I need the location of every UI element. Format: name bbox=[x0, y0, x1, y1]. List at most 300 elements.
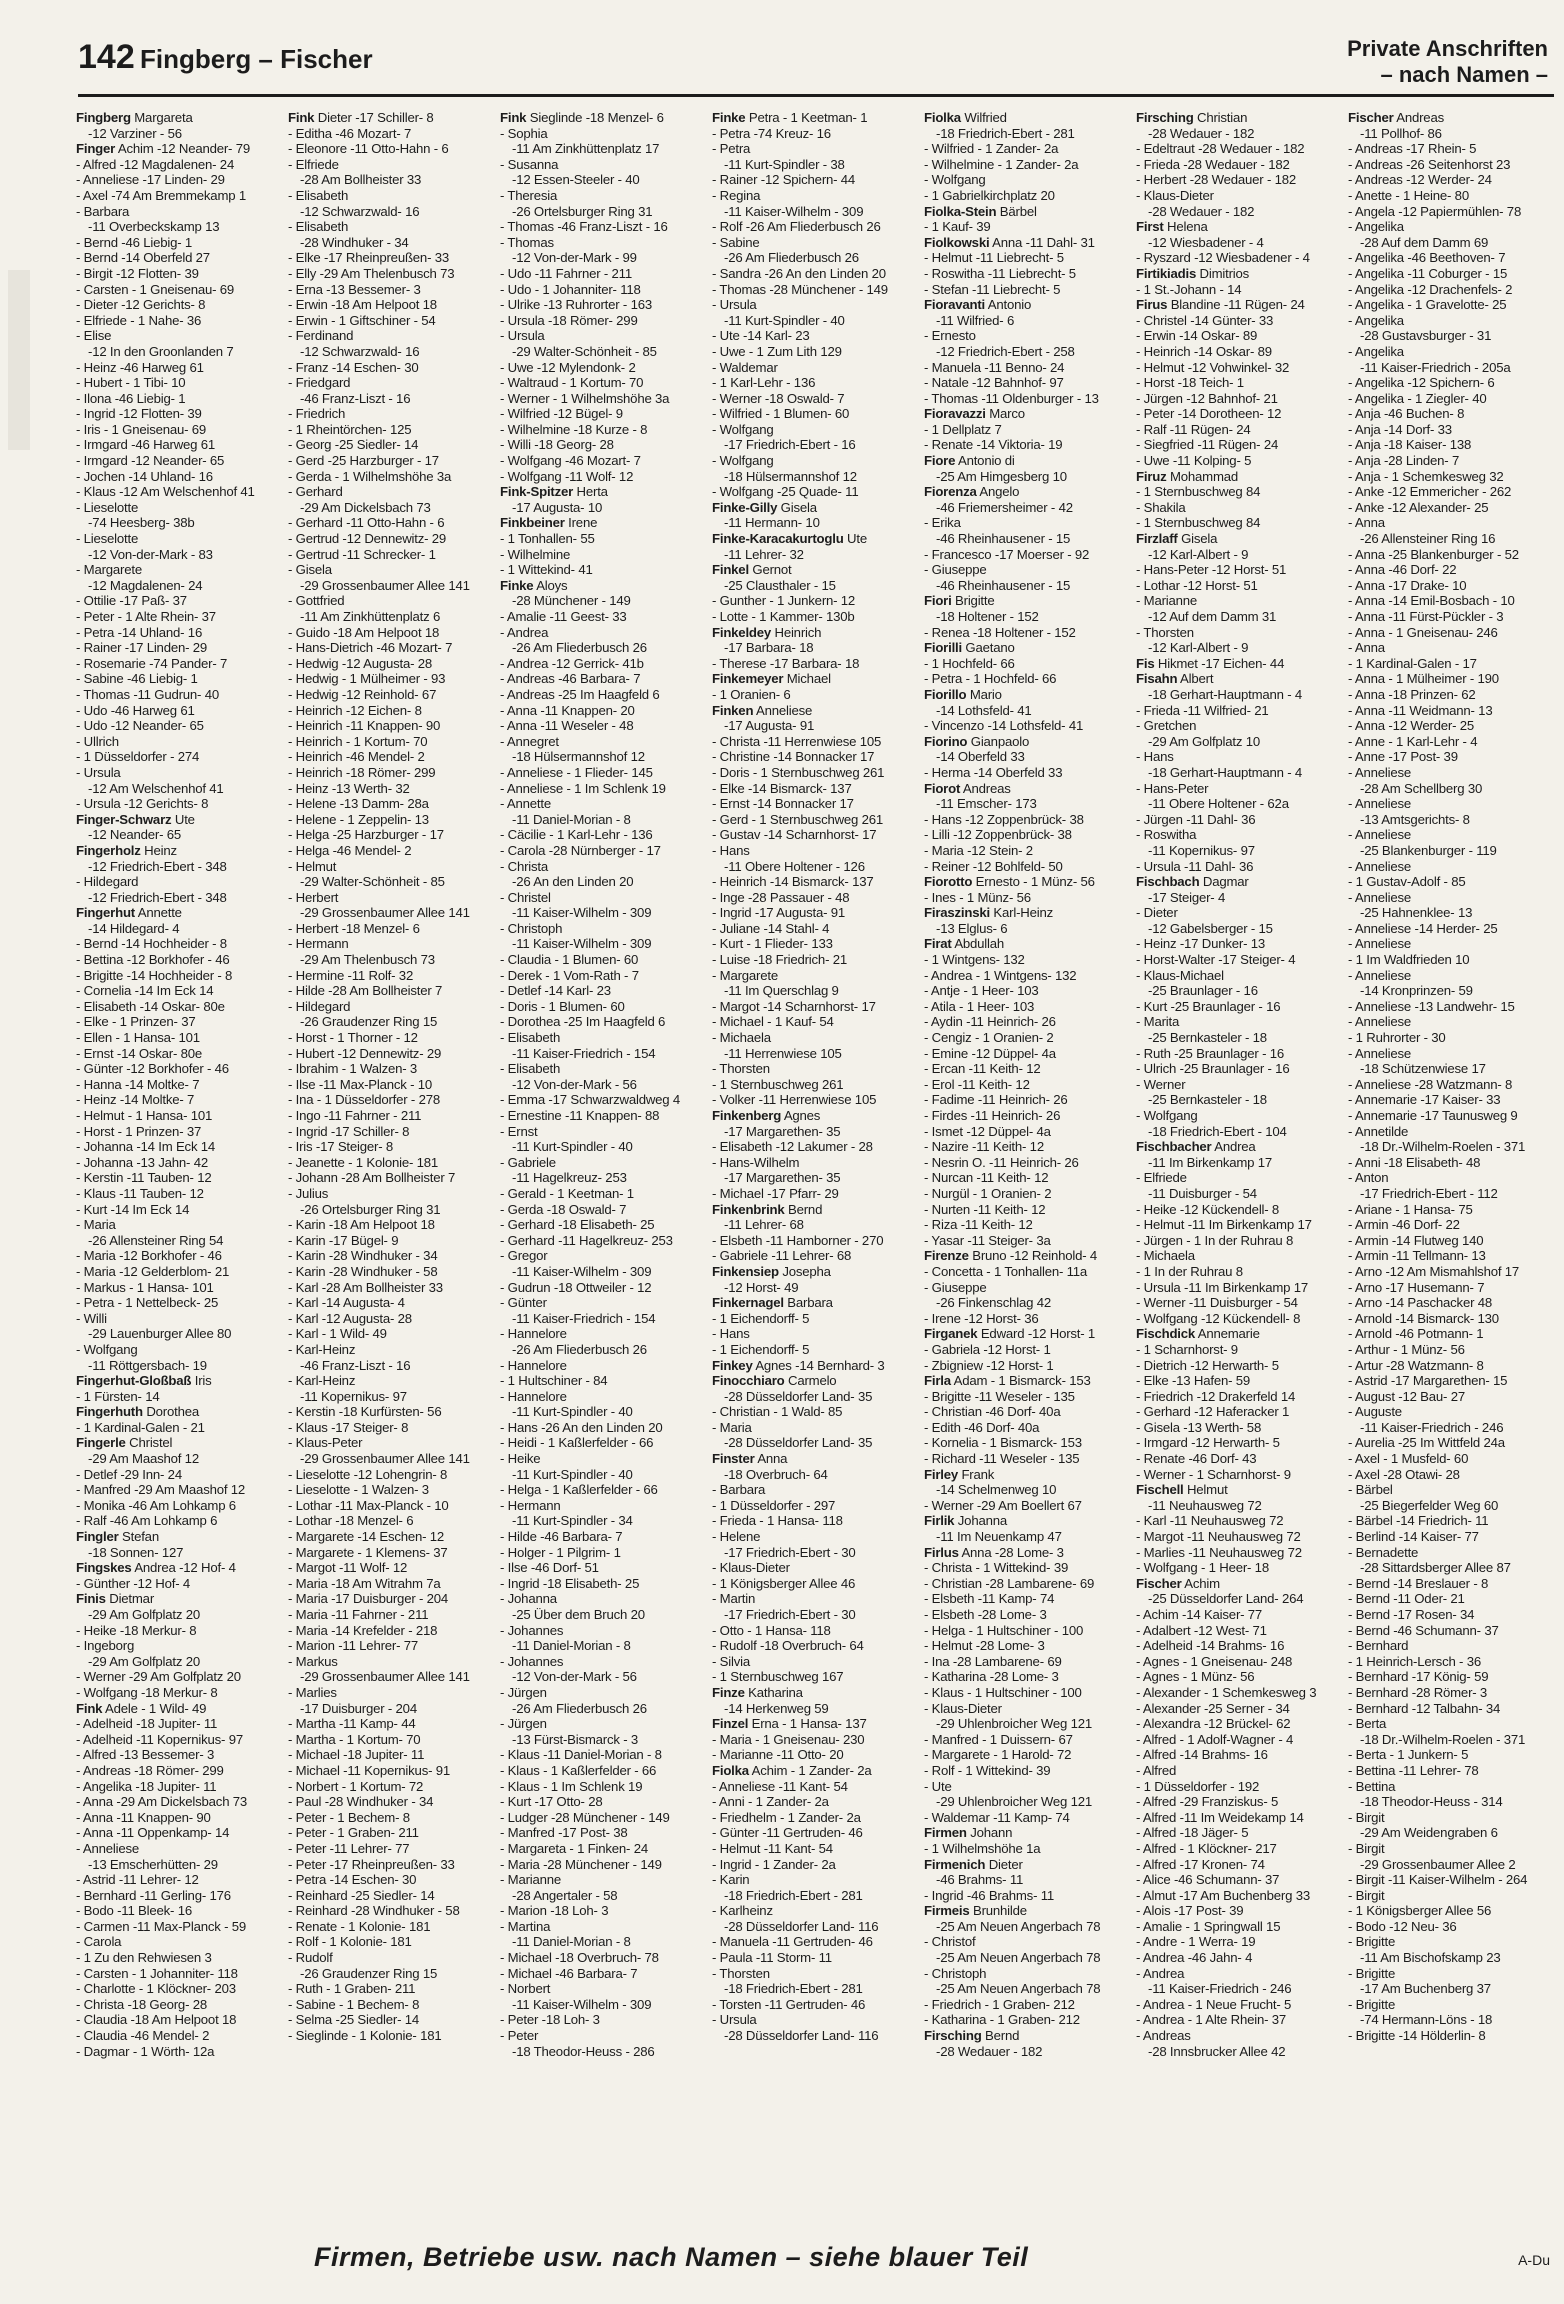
directory-entry bbox=[1136, 172, 1341, 188]
entry-text: -11 Am Zinkhüttenplatz 6 bbox=[300, 609, 441, 624]
entry-text: - Giuseppe bbox=[924, 562, 987, 578]
entry-text: - 1 Kardinal-Galen - 17 bbox=[1348, 655, 1477, 671]
directory-entry bbox=[1348, 734, 1558, 750]
directory-entry bbox=[288, 1607, 493, 1623]
entry-text: - Carsten - 1 Johanniter- 118 bbox=[76, 1965, 238, 1981]
entry-text: - Herbert -18 Menzel- 6 bbox=[288, 920, 420, 936]
directory-entry bbox=[1136, 1498, 1341, 1514]
entry-text: - Barbara bbox=[712, 1482, 766, 1498]
directory-entry bbox=[1348, 1248, 1558, 1264]
entry-text: - Anna -17 Drake- 10 bbox=[1348, 577, 1467, 593]
directory-entry bbox=[1348, 1841, 1558, 1857]
entry-text: Ute bbox=[171, 811, 195, 827]
directory-entry bbox=[924, 266, 1129, 282]
directory-entry bbox=[924, 1186, 1129, 1202]
directory-entry bbox=[500, 968, 705, 984]
directory-entry bbox=[1136, 1779, 1341, 1795]
directory-entry bbox=[712, 921, 917, 937]
surname: Fink bbox=[76, 1700, 103, 1716]
surname: Fink-Spitzer bbox=[500, 484, 574, 500]
entry-text: -11 Pollhof- 86 bbox=[1360, 125, 1442, 141]
directory-entry bbox=[288, 547, 493, 563]
entry-text: - Hermann bbox=[500, 1497, 561, 1513]
surname: Finkemeyer bbox=[712, 671, 784, 687]
directory-entry bbox=[712, 126, 917, 142]
entry-text: -74 Heesberg- 38b bbox=[88, 515, 195, 531]
directory-entry bbox=[288, 1654, 493, 1670]
directory-entry bbox=[924, 2044, 1129, 2060]
entry-text: - Waldemar bbox=[712, 359, 778, 375]
entry-text: - Alois -17 Post- 39 bbox=[1136, 1903, 1244, 1919]
entry-text: - Edeltraut -28 Wedauer - 182 bbox=[1136, 141, 1305, 157]
directory-entry bbox=[924, 1966, 1129, 1982]
directory-entry bbox=[76, 375, 281, 391]
entry-text: - Hannelore bbox=[500, 1357, 567, 1373]
entry-text: - Kerstin -11 Tauben- 12 bbox=[76, 1170, 212, 1186]
entry-text: - Kurt -17 Otto- 28 bbox=[500, 1794, 603, 1810]
entry-text: - Hans -26 An den Linden 20 bbox=[500, 1419, 663, 1435]
directory-entry bbox=[288, 749, 493, 765]
entry-text: - Lothar -18 Menzel- 6 bbox=[288, 1513, 414, 1529]
directory-entry bbox=[500, 1560, 705, 1576]
directory-entry bbox=[1348, 859, 1558, 875]
directory-entry bbox=[924, 952, 1129, 968]
directory-entry bbox=[500, 515, 705, 531]
entry-text: - Udo -11 Fahrner - 211 bbox=[500, 265, 632, 281]
directory-entry bbox=[76, 812, 281, 828]
entry-text: - Shakila bbox=[1136, 499, 1186, 515]
directory-entry bbox=[924, 219, 1129, 235]
entry-text: -26 Am Fliederbusch 26 bbox=[512, 1341, 647, 1357]
directory-entry bbox=[1136, 204, 1341, 220]
directory-entry bbox=[76, 126, 281, 142]
surname: Fischdick bbox=[1136, 1326, 1196, 1342]
directory-entry bbox=[712, 1810, 917, 1826]
entry-text: - Annemarie -17 Taunusweg 9 bbox=[1348, 1108, 1518, 1123]
entry-text: - Herbert -28 Wedauer - 182 bbox=[1136, 172, 1297, 188]
entry-text: -26 Graudenzer Ring 15 bbox=[300, 1965, 438, 1981]
entry-text: - Bernhard -11 Gerling- 176 bbox=[76, 1887, 231, 1903]
entry-text: - Klaus-Dieter bbox=[712, 1560, 790, 1576]
entry-text: - Elisabeth bbox=[500, 1061, 561, 1077]
entry-text: Aloys bbox=[533, 577, 568, 593]
entry-text: Frank bbox=[957, 1466, 995, 1482]
entry-text: - Heinz -46 Harweg 61 bbox=[76, 359, 204, 375]
directory-entry bbox=[1136, 843, 1341, 859]
directory-entry bbox=[712, 843, 917, 859]
entry-text: - Iris - 1 Gneisenau- 69 bbox=[76, 421, 207, 437]
entry-text: -25 Braunlager - 16 bbox=[1148, 983, 1258, 999]
directory-entry bbox=[76, 703, 281, 719]
entry-text: - Gerhard -11 Otto-Hahn - 6 bbox=[288, 515, 445, 531]
directory-entry bbox=[288, 1248, 493, 1264]
entry-text: -17 Margarethen- 35 bbox=[724, 1170, 841, 1186]
directory-entry bbox=[924, 157, 1129, 173]
directory-entry bbox=[288, 2028, 493, 2044]
directory-entry bbox=[288, 1981, 493, 1997]
entry-text: -29 Grossenbaumer Allee 141 bbox=[300, 1451, 470, 1467]
entry-text: - Peter bbox=[500, 2028, 539, 2044]
directory-entry bbox=[1136, 1888, 1341, 1904]
entry-text: - Heinrich -14 Bismarck- 137 bbox=[712, 874, 874, 890]
directory-entry bbox=[712, 1280, 917, 1296]
directory-entry bbox=[1136, 515, 1341, 531]
directory-entry bbox=[288, 1591, 493, 1607]
directory-entry bbox=[712, 1311, 917, 1327]
directory-entry bbox=[76, 204, 281, 220]
directory-entry bbox=[1136, 422, 1341, 438]
entry-text: -17 Friedrich-Ebert - 30 bbox=[724, 1607, 856, 1622]
entry-text: - Anna -11 Knappen- 90 bbox=[76, 1809, 211, 1825]
footer-code: A-Du bbox=[1518, 2252, 1550, 2268]
entry-text: -11 Röttgersbach- 19 bbox=[88, 1357, 207, 1373]
entry-text: - Maria -12 Stein- 2 bbox=[924, 842, 1033, 858]
entry-text: - Gudrun -18 Ottweiler - 12 bbox=[500, 1279, 652, 1295]
directory-entry bbox=[712, 110, 917, 126]
entry-text: - Ilona -46 Liebig- 1 bbox=[76, 390, 186, 406]
entry-text: - Antje - 1 Heer- 103 bbox=[924, 983, 1039, 999]
entry-text: - 1 In der Ruhrau 8 bbox=[1136, 1263, 1243, 1279]
directory-entry bbox=[500, 1763, 705, 1779]
directory-entry bbox=[288, 1888, 493, 1904]
section-heading bbox=[1347, 36, 1548, 88]
directory-entry bbox=[924, 188, 1129, 204]
directory-entry bbox=[1136, 1685, 1341, 1701]
entry-text: - Christa bbox=[500, 858, 549, 874]
directory-entry bbox=[712, 1763, 917, 1779]
directory-entry bbox=[500, 749, 705, 765]
page-header bbox=[78, 34, 1558, 92]
directory-entry bbox=[500, 1623, 705, 1639]
directory-entry bbox=[288, 1825, 493, 1841]
directory-entry bbox=[1136, 1732, 1341, 1748]
entry-text: - 1 Wintgens- 132 bbox=[924, 952, 1025, 968]
surname: Fingberg bbox=[76, 110, 131, 125]
entry-text: -12 Am Welschenhof 41 bbox=[88, 780, 224, 796]
directory-entry bbox=[924, 1404, 1129, 1420]
directory-entry bbox=[1136, 328, 1341, 344]
directory-entry bbox=[1348, 874, 1558, 890]
entry-text: - Günter -11 Gertruden- 46 bbox=[712, 1825, 863, 1841]
entry-text: - Emine -12 Düppel- 4a bbox=[924, 1045, 1056, 1061]
entry-text: -11 Obere Holtener - 126 bbox=[724, 858, 865, 874]
directory-entry bbox=[500, 1451, 705, 1467]
entry-text: -28 Gustavsburger - 31 bbox=[1360, 328, 1492, 344]
entry-text: - Axel -28 Otawi- 28 bbox=[1348, 1466, 1460, 1482]
entry-text: -13 Fürst-Bismarck - 3 bbox=[512, 1731, 639, 1747]
directory-entry bbox=[500, 1186, 705, 1202]
entry-text: - Johannes bbox=[500, 1653, 564, 1669]
entry-text: - Kurt -14 Im Eck 14 bbox=[76, 1201, 190, 1217]
directory-entry bbox=[924, 297, 1129, 313]
directory-entry bbox=[1136, 1358, 1341, 1374]
entry-text: - Margarete -14 Eschen- 12 bbox=[288, 1529, 445, 1545]
directory-entry bbox=[924, 141, 1129, 157]
entry-text: - Ingrid - 1 Zander- 2a bbox=[712, 1856, 836, 1872]
entry-text: - Maria -14 Krefelder - 218 bbox=[288, 1622, 438, 1638]
directory-entry bbox=[924, 718, 1129, 734]
surname: Firganek bbox=[924, 1326, 978, 1342]
entry-text: - Bernd -17 Rosen- 34 bbox=[1348, 1607, 1475, 1622]
entry-text: - 1 Sternbuschweg 167 bbox=[712, 1669, 844, 1685]
entry-text: - Klaus-Dieter bbox=[924, 1700, 1002, 1716]
directory-entry bbox=[712, 749, 917, 765]
directory-entry bbox=[924, 827, 1129, 843]
directory-entry bbox=[1348, 749, 1558, 765]
entry-text: - Eleonore -11 Otto-Hahn - 6 bbox=[288, 141, 449, 157]
entry-text: - Ernst -14 Bonnacker 17 bbox=[712, 796, 854, 812]
directory-entry bbox=[712, 515, 917, 531]
directory-entry bbox=[1348, 391, 1558, 407]
directory-entry bbox=[288, 1810, 493, 1826]
directory-entry bbox=[924, 1108, 1129, 1124]
directory-entry bbox=[288, 250, 493, 266]
entry-text: - Brigitte -14 Hochheider - 8 bbox=[76, 967, 233, 983]
entry-text: - Andrea - 1 Neue Frucht- 5 bbox=[1136, 1996, 1292, 2012]
directory-entry bbox=[712, 1124, 917, 1140]
directory-entry bbox=[288, 1030, 493, 1046]
entry-text: - Wolfgang bbox=[76, 1341, 138, 1357]
entry-text: - Anne - 1 Karl-Lehr - 4 bbox=[1348, 733, 1478, 749]
entry-text: - Ralf -11 Rügen- 24 bbox=[1136, 421, 1251, 437]
directory-entry bbox=[76, 1841, 281, 1857]
directory-entry bbox=[1136, 921, 1341, 937]
directory-entry bbox=[712, 781, 917, 797]
directory-entry bbox=[924, 1061, 1129, 1077]
surname: Finster bbox=[712, 1451, 755, 1467]
entry-text: - Margarete - 1 Klemens- 37 bbox=[288, 1544, 448, 1560]
entry-text: Antonio di bbox=[955, 453, 1015, 469]
entry-text: - Manuela -11 Gertruden- 46 bbox=[712, 1934, 873, 1950]
directory-entry bbox=[500, 1669, 705, 1685]
entry-text: - Bernd -46 Liebig- 1 bbox=[76, 234, 193, 250]
entry-text: - Doris - 1 Blumen- 60 bbox=[500, 998, 625, 1014]
entry-text: - Wolfgang -46 Mozart- 7 bbox=[500, 453, 641, 469]
entry-text: - Ingo -11 Fahrner - 211 bbox=[288, 1108, 422, 1123]
entry-text: - Heinz -13 Werth- 32 bbox=[288, 780, 410, 796]
directory-entry bbox=[712, 1732, 917, 1748]
entry-text: - 1 Rheintörchen- 125 bbox=[288, 421, 412, 437]
entry-text: - Marlies -11 Neuhausweg 72 bbox=[1136, 1544, 1302, 1560]
entry-text: - Gottfried bbox=[288, 593, 345, 609]
directory-entry bbox=[712, 1014, 917, 1030]
entry-text: - Adalbert -12 West- 71 bbox=[1136, 1622, 1267, 1638]
directory-entry bbox=[288, 578, 493, 594]
entry-text: - Helmut -11 Im Birkenkamp 17 bbox=[1136, 1217, 1312, 1233]
entry-text: - Nurgül - 1 Oranien- 2 bbox=[924, 1185, 1052, 1201]
directory-entry bbox=[76, 578, 281, 594]
directory-entry bbox=[288, 1701, 493, 1717]
entry-text: - Klaus-Michael bbox=[1136, 967, 1224, 983]
entry-text: - Wilhelmine - 1 Zander- 2a bbox=[924, 156, 1079, 172]
directory-entry bbox=[76, 453, 281, 469]
directory-entry bbox=[924, 1202, 1129, 1218]
directory-entry bbox=[1136, 734, 1341, 750]
directory-entry bbox=[1136, 1014, 1341, 1030]
entry-text: - Udo -46 Harweg 61 bbox=[76, 702, 195, 718]
entry-text: - Amalie - 1 Springwall 15 bbox=[1136, 1918, 1281, 1934]
entry-text: - Atila - 1 Heer- 103 bbox=[924, 998, 1035, 1014]
entry-text: - Hans bbox=[712, 842, 750, 858]
entry-text: - Ryszard -12 Wiesbadener - 4 bbox=[1136, 250, 1310, 266]
surname: Finger-Schwarz bbox=[76, 811, 172, 827]
entry-text: - Kornelia - 1 Bismarck- 153 bbox=[924, 1435, 1082, 1451]
directory-entry bbox=[1136, 484, 1341, 500]
entry-text: - Hildegard bbox=[288, 998, 351, 1014]
entry-text: - Bernadette bbox=[1348, 1544, 1419, 1560]
entry-text: -46 Rheinhausener - 15 bbox=[936, 577, 1071, 593]
entry-text: - Barbara bbox=[76, 203, 130, 219]
directory-entry bbox=[1348, 1155, 1558, 1171]
directory-entry bbox=[500, 266, 705, 282]
entry-text: - Christa -18 Georg- 28 bbox=[76, 1996, 207, 2012]
entry-text: Mario bbox=[966, 686, 1002, 702]
directory-entry bbox=[288, 1326, 493, 1342]
directory-entry bbox=[500, 1248, 705, 1264]
directory-entry bbox=[288, 375, 493, 391]
entry-text: - Karl - 1 Wild- 49 bbox=[288, 1326, 387, 1342]
directory-entry bbox=[712, 1046, 917, 1062]
directory-entry bbox=[712, 1139, 917, 1155]
entry-text: - Otto - 1 Hansa- 118 bbox=[712, 1622, 831, 1638]
directory-entry bbox=[1136, 126, 1341, 142]
directory-entry bbox=[1136, 1326, 1341, 1342]
directory-entry bbox=[712, 1545, 917, 1561]
entry-text: -13 Elglus- 6 bbox=[936, 920, 1008, 936]
directory-entry bbox=[500, 1966, 705, 1982]
surname: Fingerhut-Gloßbaß bbox=[76, 1373, 192, 1389]
entry-text: -18 Theodor-Heuss - 314 bbox=[1360, 1794, 1503, 1810]
directory-entry bbox=[1348, 188, 1558, 204]
directory-entry bbox=[1136, 983, 1341, 999]
directory-entry bbox=[500, 1903, 705, 1919]
entry-text: -11 Kaiser-Friedrich - 246 bbox=[1148, 1981, 1292, 1997]
directory-entry bbox=[500, 1358, 705, 1374]
entry-text: - Lilli -12 Zoppenbrück- 38 bbox=[924, 827, 1072, 843]
directory-entry bbox=[76, 1966, 281, 1982]
entry-text: - Sandra -26 An den Linden 20 bbox=[712, 265, 886, 281]
entry-text: - Erwin - 1 Giftschiner - 54 bbox=[288, 312, 436, 328]
directory-entry bbox=[1348, 1482, 1558, 1498]
entry-text: -12 Neander- 65 bbox=[88, 827, 182, 843]
directory-entry bbox=[924, 781, 1129, 797]
directory-entry bbox=[1136, 703, 1341, 719]
directory-entry bbox=[288, 593, 493, 609]
directory-entry bbox=[924, 2028, 1129, 2044]
directory-entry bbox=[288, 1467, 493, 1483]
surname: Fingerholz bbox=[76, 842, 141, 858]
directory-entry bbox=[712, 625, 917, 641]
directory-entry bbox=[76, 266, 281, 282]
entry-text: Albert bbox=[1177, 671, 1214, 687]
directory-entry bbox=[500, 936, 705, 952]
directory-entry bbox=[500, 360, 705, 376]
directory-entry bbox=[288, 1545, 493, 1561]
surname: Finke bbox=[500, 577, 534, 593]
directory-entry bbox=[1136, 1841, 1341, 1857]
directory-entry bbox=[712, 999, 917, 1015]
surname: Finocchiaro bbox=[712, 1373, 785, 1389]
entry-text: -14 Lothsfeld- 41 bbox=[936, 702, 1032, 718]
entry-text: - Hannelore bbox=[500, 1388, 567, 1404]
surname: Finkel bbox=[712, 562, 749, 578]
entry-text: - Gerhard -18 Elisabeth- 25 bbox=[500, 1217, 655, 1233]
entry-text: Dieter bbox=[985, 1856, 1023, 1872]
directory-entry bbox=[1348, 1872, 1558, 1888]
entry-text: - 1 Sternbuschweg 84 bbox=[1136, 515, 1261, 531]
directory-entry bbox=[1136, 1217, 1341, 1233]
directory-entry bbox=[924, 890, 1129, 906]
entry-text: - 1 Kardinal-Galen - 21 bbox=[76, 1419, 205, 1435]
entry-text: - Armin -11 Tellmann- 13 bbox=[1348, 1248, 1486, 1264]
directory-entry bbox=[500, 1264, 705, 1280]
directory-entry bbox=[1348, 1529, 1558, 1545]
entry-text: - 1 Düsseldorfer - 274 bbox=[76, 749, 200, 765]
entry-text: -29 Grossenbaumer Allee 141 bbox=[300, 1669, 470, 1685]
entry-text: -11 Hermann- 10 bbox=[724, 515, 820, 531]
entry-text: - Giuseppe bbox=[924, 1279, 987, 1295]
directory-entry bbox=[924, 1825, 1129, 1841]
directory-entry bbox=[288, 1903, 493, 1919]
directory-entry bbox=[76, 765, 281, 781]
directory-entry bbox=[924, 1981, 1129, 1997]
entry-text: - Adelheid -18 Jupiter- 11 bbox=[76, 1716, 218, 1732]
directory-entry bbox=[76, 344, 281, 360]
directory-entry bbox=[712, 547, 917, 563]
entry-text: - Johanna -14 Im Eck 14 bbox=[76, 1139, 216, 1155]
entry-text: - Anke -12 Alexander- 25 bbox=[1348, 499, 1489, 515]
directory-entry bbox=[76, 1311, 281, 1327]
directory-entry bbox=[1348, 1560, 1558, 1576]
directory-entry bbox=[1136, 1264, 1341, 1280]
entry-text: - Günther -12 Hof- 4 bbox=[76, 1575, 191, 1591]
entry-text: - Anneliese bbox=[1348, 1014, 1412, 1030]
directory-entry bbox=[1348, 1747, 1558, 1763]
directory-entry bbox=[924, 500, 1129, 516]
entry-text: - Andrea -12 Gerrick- 41b bbox=[500, 655, 644, 671]
directory-entry bbox=[1136, 1576, 1341, 1592]
directory-entry bbox=[76, 1794, 281, 1810]
directory-entry bbox=[1348, 1654, 1558, 1670]
directory-entry bbox=[288, 1124, 493, 1140]
directory-entry bbox=[1348, 1186, 1558, 1202]
entry-text: - Annetilde bbox=[1348, 1123, 1409, 1139]
directory-entry bbox=[924, 1264, 1129, 1280]
entry-text: - Anneliese bbox=[1348, 936, 1412, 952]
directory-entry bbox=[924, 2012, 1129, 2028]
entry-text: - Heinrich - 1 Kortum- 70 bbox=[288, 733, 428, 749]
directory-entry bbox=[500, 687, 705, 703]
directory-entry bbox=[76, 250, 281, 266]
entry-text: -14 Schelmenweg 10 bbox=[936, 1482, 1057, 1498]
entry-text: - Andrea bbox=[500, 624, 549, 640]
directory-entry bbox=[712, 1342, 917, 1358]
directory-entry bbox=[1136, 874, 1341, 890]
directory-entry bbox=[288, 703, 493, 719]
directory-entry bbox=[1348, 1404, 1558, 1420]
directory-entry bbox=[1348, 1732, 1558, 1748]
entry-text: -11 Kaiser-Friedrich - 205a bbox=[1360, 359, 1511, 375]
entry-text: - Michaela bbox=[712, 1030, 771, 1046]
entry-text: - Roswitha -11 Liebrecht- 5 bbox=[924, 265, 1076, 281]
directory-entry bbox=[1348, 1373, 1558, 1389]
directory-entry bbox=[1136, 936, 1341, 952]
directory-entry bbox=[1348, 1669, 1558, 1685]
entry-text: -17 Steiger- 4 bbox=[1148, 889, 1226, 905]
entry-text: - Angelika -46 Beethoven- 7 bbox=[1348, 250, 1506, 266]
directory-entry bbox=[1136, 360, 1341, 376]
entry-text: - Petra -74 Kreuz- 16 bbox=[712, 125, 831, 141]
